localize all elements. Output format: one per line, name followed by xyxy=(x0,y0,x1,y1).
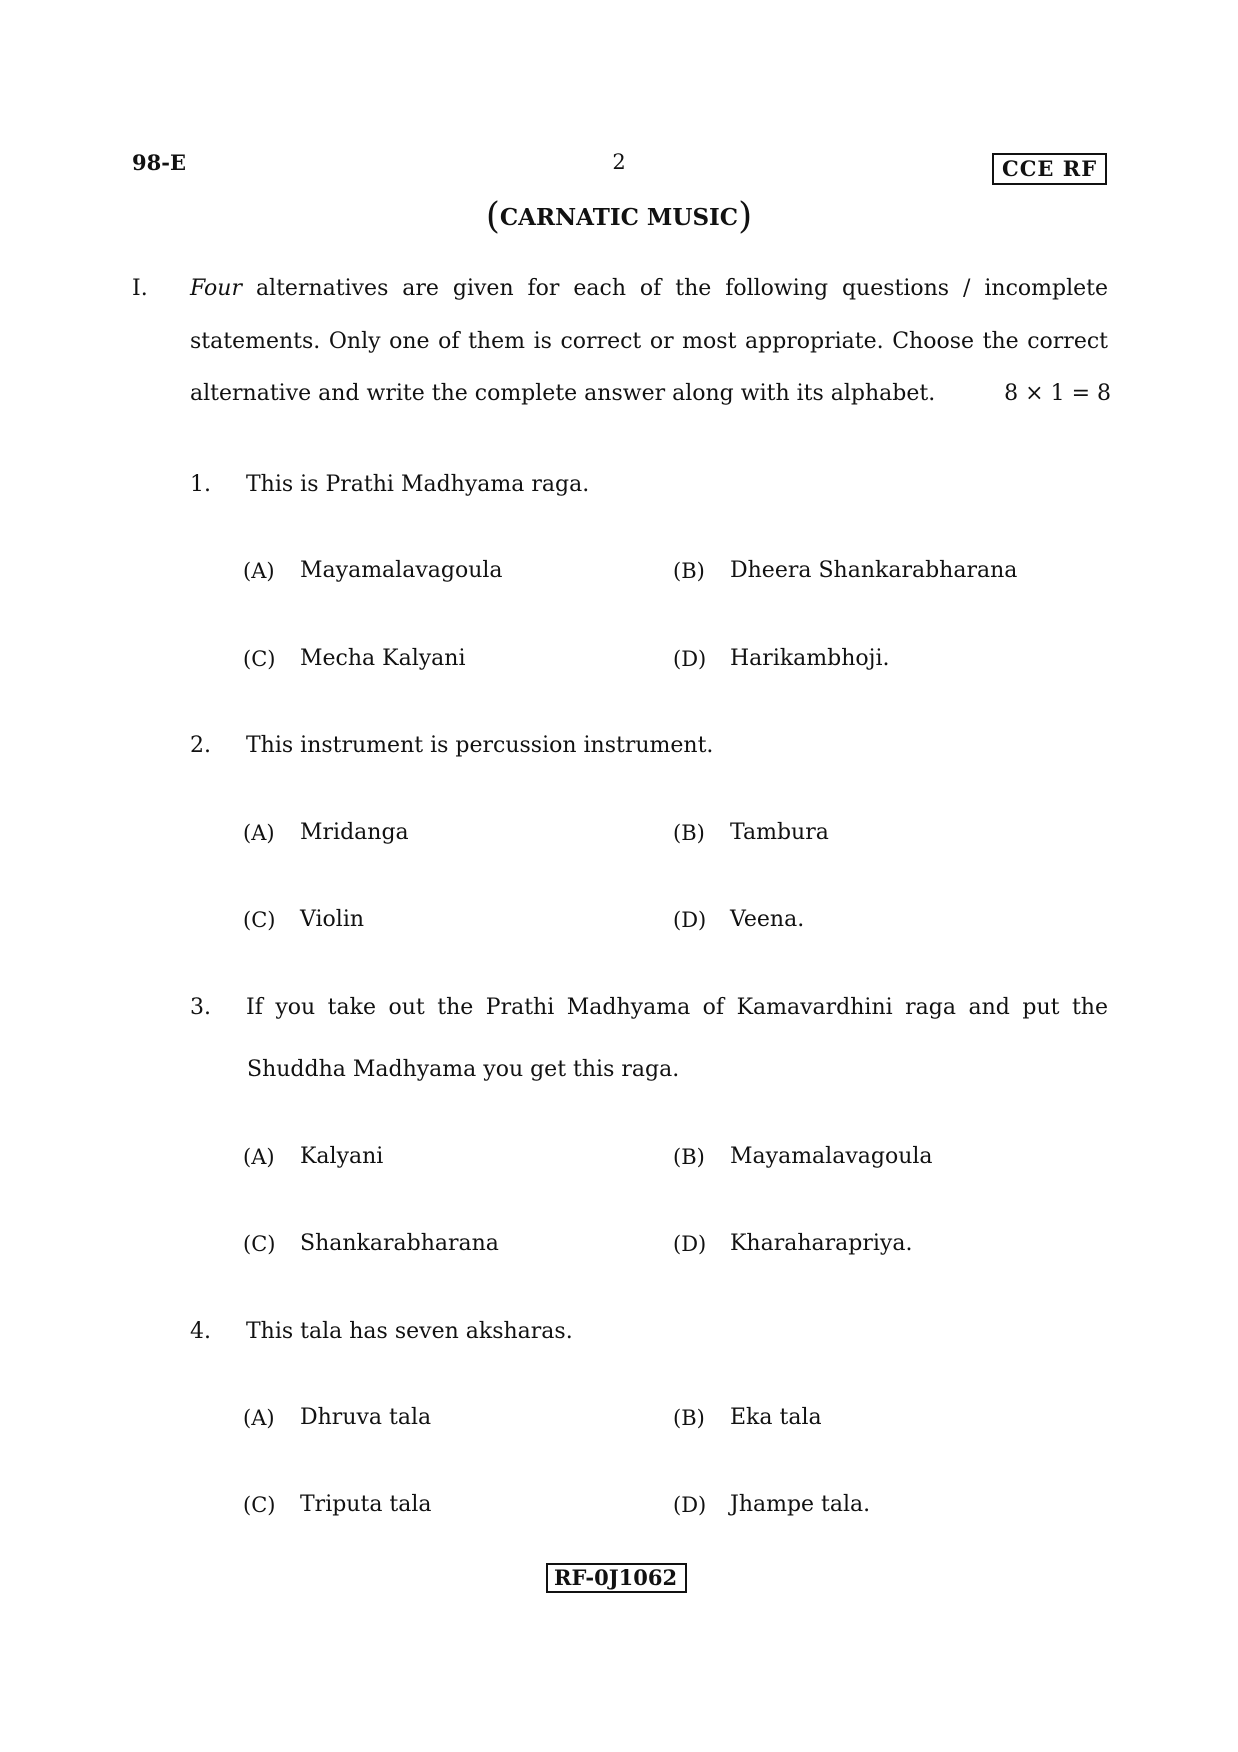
q2-option-a-label: (A) xyxy=(243,821,275,845)
q4-option-b-label: (B) xyxy=(673,1406,705,1430)
q1-option-c-text: Mecha Kalyani xyxy=(300,646,466,671)
q1-option-b-text: Dheera Shankarabharana xyxy=(730,558,1018,583)
q4-option-a-text: Dhruva tala xyxy=(300,1405,432,1430)
q4-option-d-text: Jhampe tala. xyxy=(730,1492,871,1517)
instruction-line-1-text: alternatives are given for each of the following questions / incomplete xyxy=(255,276,1108,301)
title-open-paren: ( xyxy=(485,196,500,237)
series-code-box: CCE RF xyxy=(992,153,1107,185)
subject-title xyxy=(0,196,1238,237)
q1-option-a-text: Mayamalavagoula xyxy=(300,558,503,583)
question-3-text-line-2: Shuddha Madhyama you get this raga. xyxy=(247,1057,680,1082)
q4-option-b-text: Eka tala xyxy=(730,1405,822,1430)
q2-option-d-text: Veena. xyxy=(730,907,805,932)
title-close-paren: ) xyxy=(738,196,753,237)
q3-option-b-text: Mayamalavagoula xyxy=(730,1144,933,1169)
q4-option-a-label: (A) xyxy=(243,1406,275,1430)
question-2-text: This instrument is percussion instrument. xyxy=(246,733,714,758)
q2-option-d-label: (D) xyxy=(673,908,707,932)
q2-option-c-text: Violin xyxy=(300,907,365,932)
instruction-line-3: alternative and write the complete answer along with its alphabet. xyxy=(190,381,936,406)
q1-option-c-label: (C) xyxy=(243,647,276,671)
question-3-text-line-1: If you take out the Prathi Madhyama of Kamavardhini raga and put the xyxy=(246,995,1108,1020)
q3-option-d-label: (D) xyxy=(673,1232,707,1256)
q1-option-d-text: Harikambhoji. xyxy=(730,646,890,671)
q4-option-c-label: (C) xyxy=(243,1493,276,1517)
q2-option-b-text: Tambura xyxy=(730,820,829,845)
page-number: 2 xyxy=(612,150,626,174)
q3-option-d-text: Kharaharapriya. xyxy=(730,1231,913,1256)
instruction-emphasis: Four xyxy=(190,276,242,301)
question-3-number: 3. xyxy=(190,995,211,1020)
q2-option-c-label: (C) xyxy=(243,908,276,932)
question-4-number: 4. xyxy=(190,1319,211,1344)
question-2-number: 2. xyxy=(190,733,211,758)
q1-option-a-label: (A) xyxy=(243,559,275,583)
instruction-line-1 xyxy=(190,276,1108,301)
q3-option-c-label: (C) xyxy=(243,1232,276,1256)
q3-option-a-label: (A) xyxy=(243,1145,275,1169)
question-4-text: This tala has seven aksharas. xyxy=(246,1319,573,1344)
question-1-text: This is Prathi Madhyama raga. xyxy=(246,472,590,497)
marks-allocation: 8 × 1 = 8 xyxy=(1004,381,1111,406)
q2-option-a-text: Mridanga xyxy=(300,820,409,845)
footer-code-box: RF-0J1062 xyxy=(546,1563,687,1593)
q4-option-c-text: Triputa tala xyxy=(300,1492,432,1517)
paper-code: 98-E xyxy=(132,150,186,175)
section-number: I. xyxy=(132,276,148,301)
question-1-number: 1. xyxy=(190,472,211,497)
q3-option-a-text: Kalyani xyxy=(300,1144,384,1169)
q3-option-c-text: Shankarabharana xyxy=(300,1231,499,1256)
q3-option-b-label: (B) xyxy=(673,1145,705,1169)
instruction-line-2: statements. Only one of them is correct or most appropriate. Choose the correct xyxy=(190,329,1108,354)
q1-option-b-label: (B) xyxy=(673,559,705,583)
q2-option-b-label: (B) xyxy=(673,821,705,845)
q1-option-d-label: (D) xyxy=(673,647,707,671)
q4-option-d-label: (D) xyxy=(673,1493,707,1517)
title-text: CARNATIC MUSIC xyxy=(499,204,739,231)
